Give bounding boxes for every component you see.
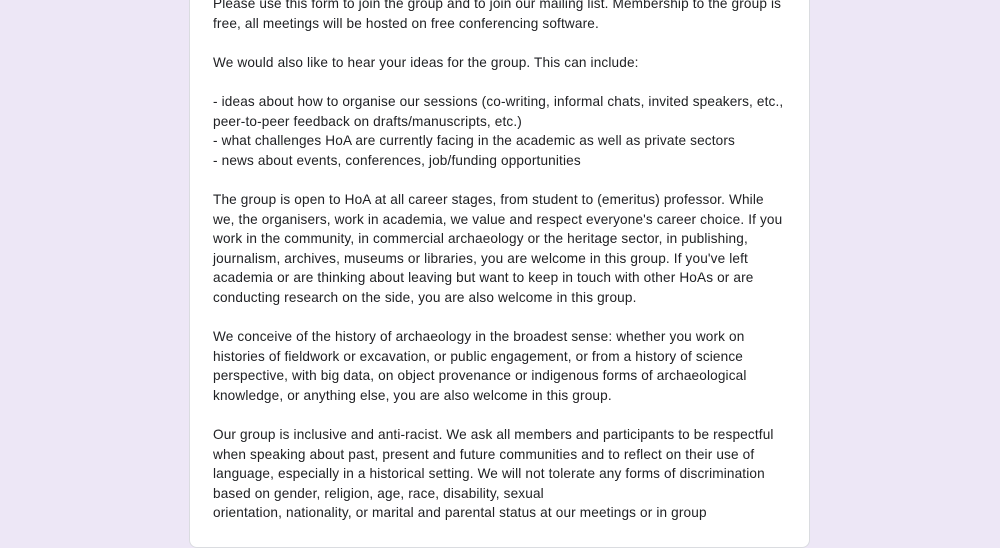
description-line: academia or are thinking about leaving but want to keep in touch with other HoAs or are xyxy=(213,270,754,286)
description-paragraph-inclusion xyxy=(213,425,793,523)
description-line: We would also like to hear your ideas for the group. This can include: xyxy=(213,54,639,70)
description-paragraph-ideas xyxy=(213,53,793,73)
description-line: orientation, nationality, or marital and parental status at our meetings or in group xyxy=(213,505,707,521)
description-line: We conceive of the history of archaeology in the broadest sense: whether you work on xyxy=(213,329,745,345)
description-paragraph-list xyxy=(213,92,793,170)
description-line: - what challenges HoA are currently facing in the academic as well as private sectors xyxy=(213,133,736,149)
description-line: language, especially in a historical setting. We will not tolerate any forms of discrimination xyxy=(213,466,765,482)
description-paragraph-careers xyxy=(213,190,793,308)
description-line: perspective, with big data, on object provenance or indigenous forms of archaeological xyxy=(213,368,747,384)
description-line: work in the community, in commercial archaeology or the heritage sector, in publishing, xyxy=(213,231,748,247)
description-line: when speaking about past, present and future communities and to reflect on their use of xyxy=(213,446,755,462)
form-description xyxy=(213,0,793,543)
description-line: journalism, archives, museums or libraries, you are welcome in this group. If you've left xyxy=(213,250,748,266)
description-line: conducting research on the side, you are also welcome in this group. xyxy=(213,289,637,305)
description-line: we, the organisers, work in academia, we value and respect everyone's career choice. If you xyxy=(213,211,783,227)
description-line: knowledge, or anything else, you are also welcome in this group. xyxy=(213,387,612,403)
description-line: Please use this form to join the group and to join our mailing list. Membership to the group is xyxy=(213,0,782,11)
description-line: - news about events, conferences, job/funding opportunities xyxy=(213,152,581,168)
description-paragraph-scope xyxy=(213,327,793,405)
description-paragraph-intro xyxy=(213,0,793,33)
description-line: The group is open to HoA at all career stages, from student to (emeritus) professor. While xyxy=(213,191,764,207)
description-line: based on gender, religion, age, race, disability, sexual xyxy=(213,485,544,501)
description-line: Our group is inclusive and anti-racist. We ask all members and participants to be respectful xyxy=(213,427,774,443)
description-line: histories of fieldwork or excavation, or public engagement, or from a history of science xyxy=(213,348,744,364)
description-line: - ideas about how to organise our sessions (co-writing, informal chats, invited speakers, etc., xyxy=(213,93,784,109)
description-line: peer-to-peer feedback on drafts/manuscripts, etc.) xyxy=(213,113,522,129)
description-line: free, all meetings will be hosted on free conferencing software. xyxy=(213,15,599,31)
form-description-card xyxy=(189,0,810,548)
